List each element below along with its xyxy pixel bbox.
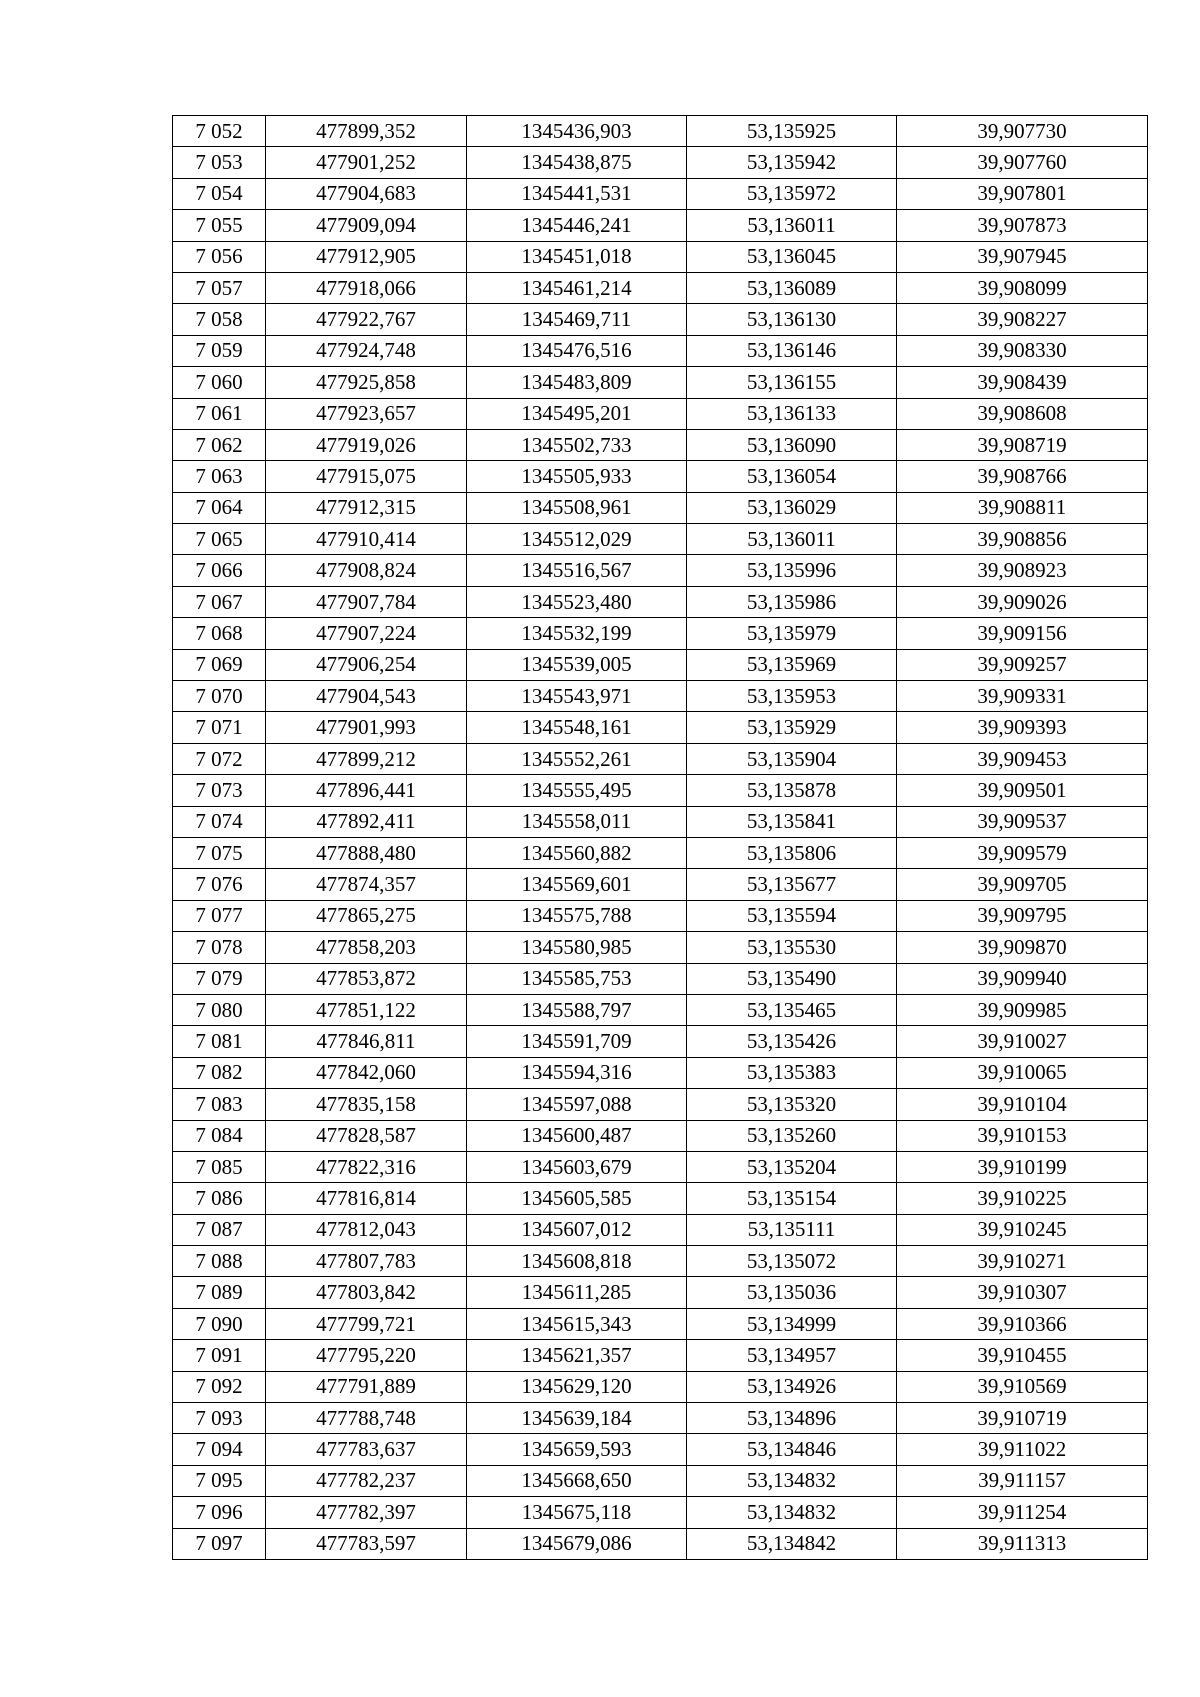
table-row (173, 1434, 1148, 1465)
y-coordinate-cell: 1345639,184 (467, 1403, 687, 1434)
y-coordinate-cell: 1345552,261 (467, 743, 687, 774)
x-coordinate-cell: 477896,441 (266, 775, 467, 806)
point-number-cell: 7 087 (173, 1214, 266, 1245)
longitude-cell: 39,910199 (897, 1151, 1148, 1182)
x-coordinate-cell: 477924,748 (266, 335, 467, 366)
x-coordinate-cell: 477828,587 (266, 1120, 467, 1151)
longitude-cell: 39,909940 (897, 963, 1148, 994)
point-number-cell: 7 086 (173, 1183, 266, 1214)
table-row (173, 272, 1148, 303)
point-number-cell: 7 076 (173, 869, 266, 900)
point-number-cell: 7 089 (173, 1277, 266, 1308)
longitude-cell: 39,910153 (897, 1120, 1148, 1151)
table-row (173, 649, 1148, 680)
latitude-cell: 53,135806 (687, 837, 897, 868)
table-row (173, 932, 1148, 963)
latitude-cell: 53,135942 (687, 147, 897, 178)
latitude-cell: 53,135929 (687, 712, 897, 743)
x-coordinate-cell: 477783,597 (266, 1528, 467, 1559)
latitude-cell: 53,135972 (687, 178, 897, 209)
point-number-cell: 7 082 (173, 1057, 266, 1088)
y-coordinate-cell: 1345679,086 (467, 1528, 687, 1559)
latitude-cell: 53,135677 (687, 869, 897, 900)
table-row (173, 681, 1148, 712)
table-row (173, 1026, 1148, 1057)
table-row (173, 712, 1148, 743)
latitude-cell: 53,136011 (687, 524, 897, 555)
y-coordinate-cell: 1345438,875 (467, 147, 687, 178)
longitude-cell: 39,908811 (897, 492, 1148, 523)
latitude-cell: 53,134832 (687, 1497, 897, 1528)
x-coordinate-cell: 477904,683 (266, 178, 467, 209)
table-row (173, 1465, 1148, 1496)
y-coordinate-cell: 1345629,120 (467, 1371, 687, 1402)
longitude-cell: 39,907760 (897, 147, 1148, 178)
y-coordinate-cell: 1345516,567 (467, 555, 687, 586)
table-row (173, 1151, 1148, 1182)
y-coordinate-cell: 1345585,753 (467, 963, 687, 994)
table-row (173, 837, 1148, 868)
table-row (173, 1371, 1148, 1402)
y-coordinate-cell: 1345611,285 (467, 1277, 687, 1308)
y-coordinate-cell: 1345591,709 (467, 1026, 687, 1057)
x-coordinate-cell: 477799,721 (266, 1308, 467, 1339)
longitude-cell: 39,908719 (897, 429, 1148, 460)
latitude-cell: 53,135036 (687, 1277, 897, 1308)
latitude-cell: 53,135154 (687, 1183, 897, 1214)
longitude-cell: 39,909257 (897, 649, 1148, 680)
x-coordinate-cell: 477909,094 (266, 210, 467, 241)
latitude-cell: 53,134846 (687, 1434, 897, 1465)
latitude-cell: 53,134842 (687, 1528, 897, 1559)
longitude-cell: 39,910065 (897, 1057, 1148, 1088)
longitude-cell: 39,907730 (897, 116, 1148, 147)
longitude-cell: 39,909985 (897, 994, 1148, 1025)
x-coordinate-cell: 477908,824 (266, 555, 467, 586)
y-coordinate-cell: 1345539,005 (467, 649, 687, 680)
point-number-cell: 7 067 (173, 586, 266, 617)
longitude-cell: 39,911254 (897, 1497, 1148, 1528)
longitude-cell: 39,910455 (897, 1340, 1148, 1371)
coordinates-table (172, 115, 1148, 1560)
longitude-cell: 39,910307 (897, 1277, 1148, 1308)
latitude-cell: 53,135111 (687, 1214, 897, 1245)
point-number-cell: 7 084 (173, 1120, 266, 1151)
y-coordinate-cell: 1345436,903 (467, 116, 687, 147)
table-row (173, 1277, 1148, 1308)
latitude-cell: 53,134832 (687, 1465, 897, 1496)
table-row (173, 210, 1148, 241)
latitude-cell: 53,136054 (687, 461, 897, 492)
point-number-cell: 7 096 (173, 1497, 266, 1528)
point-number-cell: 7 068 (173, 618, 266, 649)
x-coordinate-cell: 477842,060 (266, 1057, 467, 1088)
latitude-cell: 53,135996 (687, 555, 897, 586)
point-number-cell: 7 070 (173, 681, 266, 712)
point-number-cell: 7 064 (173, 492, 266, 523)
y-coordinate-cell: 1345543,971 (467, 681, 687, 712)
x-coordinate-cell: 477807,783 (266, 1246, 467, 1277)
x-coordinate-cell: 477795,220 (266, 1340, 467, 1371)
longitude-cell: 39,908856 (897, 524, 1148, 555)
y-coordinate-cell: 1345560,882 (467, 837, 687, 868)
y-coordinate-cell: 1345588,797 (467, 994, 687, 1025)
latitude-cell: 53,134957 (687, 1340, 897, 1371)
x-coordinate-cell: 477899,352 (266, 116, 467, 147)
point-number-cell: 7 077 (173, 900, 266, 931)
latitude-cell: 53,134896 (687, 1403, 897, 1434)
latitude-cell: 53,136146 (687, 335, 897, 366)
x-coordinate-cell: 477910,414 (266, 524, 467, 555)
table-row (173, 429, 1148, 460)
point-number-cell: 7 072 (173, 743, 266, 774)
longitude-cell: 39,909870 (897, 932, 1148, 963)
point-number-cell: 7 088 (173, 1246, 266, 1277)
point-number-cell: 7 066 (173, 555, 266, 586)
table-row (173, 1246, 1148, 1277)
table-row (173, 900, 1148, 931)
x-coordinate-cell: 477892,411 (266, 806, 467, 837)
longitude-cell: 39,907801 (897, 178, 1148, 209)
latitude-cell: 53,136130 (687, 304, 897, 335)
y-coordinate-cell: 1345548,161 (467, 712, 687, 743)
longitude-cell: 39,909795 (897, 900, 1148, 931)
table-row (173, 994, 1148, 1025)
latitude-cell: 53,135904 (687, 743, 897, 774)
point-number-cell: 7 097 (173, 1528, 266, 1559)
latitude-cell: 53,135383 (687, 1057, 897, 1088)
point-number-cell: 7 062 (173, 429, 266, 460)
x-coordinate-cell: 477907,784 (266, 586, 467, 617)
x-coordinate-cell: 477922,767 (266, 304, 467, 335)
point-number-cell: 7 094 (173, 1434, 266, 1465)
y-coordinate-cell: 1345461,214 (467, 272, 687, 303)
latitude-cell: 53,135426 (687, 1026, 897, 1057)
y-coordinate-cell: 1345555,495 (467, 775, 687, 806)
latitude-cell: 53,135979 (687, 618, 897, 649)
point-number-cell: 7 056 (173, 241, 266, 272)
latitude-cell: 53,136089 (687, 272, 897, 303)
longitude-cell: 39,908608 (897, 398, 1148, 429)
longitude-cell: 39,909501 (897, 775, 1148, 806)
latitude-cell: 53,135841 (687, 806, 897, 837)
table-row (173, 618, 1148, 649)
x-coordinate-cell: 477788,748 (266, 1403, 467, 1434)
longitude-cell: 39,911022 (897, 1434, 1148, 1465)
table-row (173, 743, 1148, 774)
y-coordinate-cell: 1345523,480 (467, 586, 687, 617)
point-number-cell: 7 053 (173, 147, 266, 178)
point-number-cell: 7 095 (173, 1465, 266, 1496)
y-coordinate-cell: 1345575,788 (467, 900, 687, 931)
latitude-cell: 53,135320 (687, 1089, 897, 1120)
y-coordinate-cell: 1345446,241 (467, 210, 687, 241)
y-coordinate-cell: 1345615,343 (467, 1308, 687, 1339)
longitude-cell: 39,908330 (897, 335, 1148, 366)
y-coordinate-cell: 1345469,711 (467, 304, 687, 335)
y-coordinate-cell: 1345600,487 (467, 1120, 687, 1151)
y-coordinate-cell: 1345608,818 (467, 1246, 687, 1277)
point-number-cell: 7 073 (173, 775, 266, 806)
table-row (173, 1183, 1148, 1214)
y-coordinate-cell: 1345495,201 (467, 398, 687, 429)
table-row (173, 1214, 1148, 1245)
point-number-cell: 7 080 (173, 994, 266, 1025)
point-number-cell: 7 090 (173, 1308, 266, 1339)
longitude-cell: 39,908439 (897, 367, 1148, 398)
table-row (173, 775, 1148, 806)
latitude-cell: 53,135986 (687, 586, 897, 617)
latitude-cell: 53,135072 (687, 1246, 897, 1277)
latitude-cell: 53,135530 (687, 932, 897, 963)
point-number-cell: 7 063 (173, 461, 266, 492)
table-row (173, 241, 1148, 272)
table-row (173, 147, 1148, 178)
x-coordinate-cell: 477918,066 (266, 272, 467, 303)
x-coordinate-cell: 477915,075 (266, 461, 467, 492)
y-coordinate-cell: 1345569,601 (467, 869, 687, 900)
longitude-cell: 39,909331 (897, 681, 1148, 712)
longitude-cell: 39,907873 (897, 210, 1148, 241)
latitude-cell: 53,135465 (687, 994, 897, 1025)
latitude-cell: 53,135594 (687, 900, 897, 931)
y-coordinate-cell: 1345621,357 (467, 1340, 687, 1371)
longitude-cell: 39,909579 (897, 837, 1148, 868)
latitude-cell: 53,136133 (687, 398, 897, 429)
table-row (173, 492, 1148, 523)
longitude-cell: 39,909026 (897, 586, 1148, 617)
x-coordinate-cell: 477919,026 (266, 429, 467, 460)
latitude-cell: 53,136029 (687, 492, 897, 523)
table-row (173, 1120, 1148, 1151)
x-coordinate-cell: 477791,889 (266, 1371, 467, 1402)
table-row (173, 367, 1148, 398)
point-number-cell: 7 069 (173, 649, 266, 680)
y-coordinate-cell: 1345594,316 (467, 1057, 687, 1088)
x-coordinate-cell: 477904,543 (266, 681, 467, 712)
x-coordinate-cell: 477874,357 (266, 869, 467, 900)
x-coordinate-cell: 477906,254 (266, 649, 467, 680)
table-row (173, 524, 1148, 555)
table-row (173, 806, 1148, 837)
y-coordinate-cell: 1345512,029 (467, 524, 687, 555)
latitude-cell: 53,136045 (687, 241, 897, 272)
latitude-cell: 53,135204 (687, 1151, 897, 1182)
table-row (173, 304, 1148, 335)
x-coordinate-cell: 477803,842 (266, 1277, 467, 1308)
longitude-cell: 39,910027 (897, 1026, 1148, 1057)
y-coordinate-cell: 1345668,650 (467, 1465, 687, 1496)
x-coordinate-cell: 477846,811 (266, 1026, 467, 1057)
table-row (173, 963, 1148, 994)
x-coordinate-cell: 477923,657 (266, 398, 467, 429)
table-row (173, 178, 1148, 209)
point-number-cell: 7 092 (173, 1371, 266, 1402)
y-coordinate-cell: 1345505,933 (467, 461, 687, 492)
longitude-cell: 39,910271 (897, 1246, 1148, 1277)
point-number-cell: 7 079 (173, 963, 266, 994)
y-coordinate-cell: 1345607,012 (467, 1214, 687, 1245)
longitude-cell: 39,909537 (897, 806, 1148, 837)
latitude-cell: 53,135260 (687, 1120, 897, 1151)
x-coordinate-cell: 477888,480 (266, 837, 467, 868)
latitude-cell: 53,134926 (687, 1371, 897, 1402)
table-row (173, 586, 1148, 617)
point-number-cell: 7 091 (173, 1340, 266, 1371)
y-coordinate-cell: 1345441,531 (467, 178, 687, 209)
table-row (173, 1340, 1148, 1371)
longitude-cell: 39,910569 (897, 1371, 1148, 1402)
table-row (173, 116, 1148, 147)
point-number-cell: 7 058 (173, 304, 266, 335)
x-coordinate-cell: 477858,203 (266, 932, 467, 963)
point-number-cell: 7 071 (173, 712, 266, 743)
x-coordinate-cell: 477912,315 (266, 492, 467, 523)
x-coordinate-cell: 477925,858 (266, 367, 467, 398)
table-row (173, 1497, 1148, 1528)
point-number-cell: 7 081 (173, 1026, 266, 1057)
table-row (173, 398, 1148, 429)
y-coordinate-cell: 1345659,593 (467, 1434, 687, 1465)
x-coordinate-cell: 477782,237 (266, 1465, 467, 1496)
longitude-cell: 39,908766 (897, 461, 1148, 492)
x-coordinate-cell: 477899,212 (266, 743, 467, 774)
point-number-cell: 7 060 (173, 367, 266, 398)
y-coordinate-cell: 1345597,088 (467, 1089, 687, 1120)
point-number-cell: 7 074 (173, 806, 266, 837)
longitude-cell: 39,910245 (897, 1214, 1148, 1245)
latitude-cell: 53,135925 (687, 116, 897, 147)
longitude-cell: 39,911313 (897, 1528, 1148, 1559)
y-coordinate-cell: 1345483,809 (467, 367, 687, 398)
table-row (173, 869, 1148, 900)
x-coordinate-cell: 477912,905 (266, 241, 467, 272)
point-number-cell: 7 052 (173, 116, 266, 147)
longitude-cell: 39,911157 (897, 1465, 1148, 1496)
table-row (173, 555, 1148, 586)
x-coordinate-cell: 477853,872 (266, 963, 467, 994)
longitude-cell: 39,910366 (897, 1308, 1148, 1339)
table-row (173, 1057, 1148, 1088)
longitude-cell: 39,909453 (897, 743, 1148, 774)
latitude-cell: 53,135969 (687, 649, 897, 680)
y-coordinate-cell: 1345508,961 (467, 492, 687, 523)
latitude-cell: 53,134999 (687, 1308, 897, 1339)
longitude-cell: 39,909705 (897, 869, 1148, 900)
x-coordinate-cell: 477822,316 (266, 1151, 467, 1182)
latitude-cell: 53,135953 (687, 681, 897, 712)
longitude-cell: 39,910225 (897, 1183, 1148, 1214)
x-coordinate-cell: 477835,158 (266, 1089, 467, 1120)
point-number-cell: 7 061 (173, 398, 266, 429)
x-coordinate-cell: 477782,397 (266, 1497, 467, 1528)
x-coordinate-cell: 477907,224 (266, 618, 467, 649)
point-number-cell: 7 083 (173, 1089, 266, 1120)
y-coordinate-cell: 1345603,679 (467, 1151, 687, 1182)
table-row (173, 1089, 1148, 1120)
point-number-cell: 7 093 (173, 1403, 266, 1434)
latitude-cell: 53,136011 (687, 210, 897, 241)
x-coordinate-cell: 477783,637 (266, 1434, 467, 1465)
longitude-cell: 39,909156 (897, 618, 1148, 649)
x-coordinate-cell: 477816,814 (266, 1183, 467, 1214)
longitude-cell: 39,908099 (897, 272, 1148, 303)
x-coordinate-cell: 477851,122 (266, 994, 467, 1025)
y-coordinate-cell: 1345502,733 (467, 429, 687, 460)
table-row (173, 1528, 1148, 1559)
y-coordinate-cell: 1345451,018 (467, 241, 687, 272)
longitude-cell: 39,910104 (897, 1089, 1148, 1120)
x-coordinate-cell: 477901,993 (266, 712, 467, 743)
longitude-cell: 39,910719 (897, 1403, 1148, 1434)
x-coordinate-cell: 477812,043 (266, 1214, 467, 1245)
x-coordinate-cell: 477901,252 (266, 147, 467, 178)
y-coordinate-cell: 1345476,516 (467, 335, 687, 366)
latitude-cell: 53,136155 (687, 367, 897, 398)
latitude-cell: 53,135878 (687, 775, 897, 806)
table-row (173, 335, 1148, 366)
longitude-cell: 39,907945 (897, 241, 1148, 272)
y-coordinate-cell: 1345605,585 (467, 1183, 687, 1214)
point-number-cell: 7 085 (173, 1151, 266, 1182)
point-number-cell: 7 059 (173, 335, 266, 366)
point-number-cell: 7 055 (173, 210, 266, 241)
longitude-cell: 39,908227 (897, 304, 1148, 335)
y-coordinate-cell: 1345532,199 (467, 618, 687, 649)
y-coordinate-cell: 1345558,011 (467, 806, 687, 837)
point-number-cell: 7 054 (173, 178, 266, 209)
latitude-cell: 53,136090 (687, 429, 897, 460)
point-number-cell: 7 065 (173, 524, 266, 555)
longitude-cell: 39,909393 (897, 712, 1148, 743)
table-row (173, 1403, 1148, 1434)
y-coordinate-cell: 1345675,118 (467, 1497, 687, 1528)
coordinates-table-body (173, 116, 1148, 1560)
longitude-cell: 39,908923 (897, 555, 1148, 586)
table-row (173, 1308, 1148, 1339)
point-number-cell: 7 078 (173, 932, 266, 963)
point-number-cell: 7 057 (173, 272, 266, 303)
table-row (173, 461, 1148, 492)
x-coordinate-cell: 477865,275 (266, 900, 467, 931)
y-coordinate-cell: 1345580,985 (467, 932, 687, 963)
latitude-cell: 53,135490 (687, 963, 897, 994)
point-number-cell: 7 075 (173, 837, 266, 868)
